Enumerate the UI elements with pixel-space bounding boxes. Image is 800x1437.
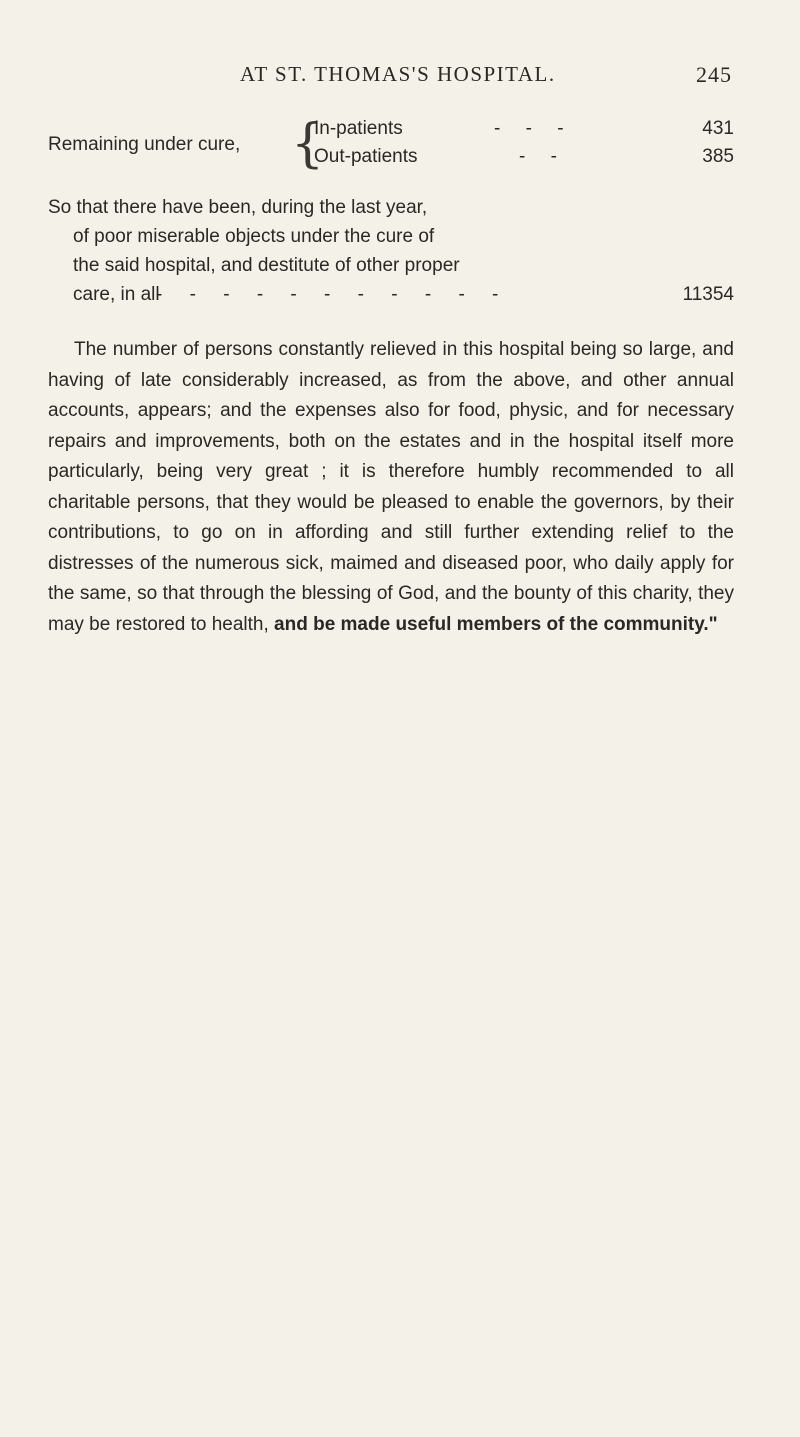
running-title: AT ST. THOMAS'S HOSPITAL.: [240, 62, 556, 86]
summary-total-line: [48, 280, 734, 309]
summary-line: of poor miserable objects under the cure of: [73, 226, 435, 247]
in-patients-label: In-patients: [314, 118, 403, 139]
curly-brace-icon: {: [291, 114, 325, 174]
leader-dashes: - -: [519, 146, 567, 167]
appeal-paragraph: [48, 335, 734, 640]
summary-total-label: care, in all: [73, 284, 160, 305]
page-number: 245: [696, 62, 732, 87]
appeal-text: The number of persons constantly relieved in this hospital being so large, and having of late considerably increased, as from the above, and other annual accounts, appears; and the expenses also for food, physic, and for necessary repairs and improvements, both on the estates and in the hospital itself more particularly, being very great ; it is therefore humbly recommended to all charitable persons, that they would be pleased to enable the governors, by their contributions, to go on in affording and still further extending relief to the distresses of the numerous sick, maimed and diseased poor, who daily apply for the same, so that through the blessing of God, and the bounty of this charity, they may be restored to health,: [48, 339, 734, 635]
remaining-under-cure-block: [48, 114, 734, 174]
out-patients-count: 385: [702, 146, 734, 167]
out-patients-label: Out-patients: [314, 146, 418, 167]
in-patients-row: [314, 118, 734, 144]
appeal-closing-text: and be made useful members of the community.": [274, 613, 718, 635]
remaining-label: Remaining under cure,: [48, 134, 241, 155]
out-patients-row: [314, 146, 734, 172]
leader-dashes: - - -: [494, 118, 574, 139]
total-count: 11354: [682, 284, 734, 305]
summary-line: So that there have been, during the last year,: [48, 197, 428, 218]
summary-paragraph: [48, 193, 734, 309]
in-patients-count: 431: [702, 118, 734, 139]
leader-dashes: - - - - - - - - - - -: [156, 284, 510, 305]
summary-line: the said hospital, and destitute of other proper: [73, 255, 460, 276]
